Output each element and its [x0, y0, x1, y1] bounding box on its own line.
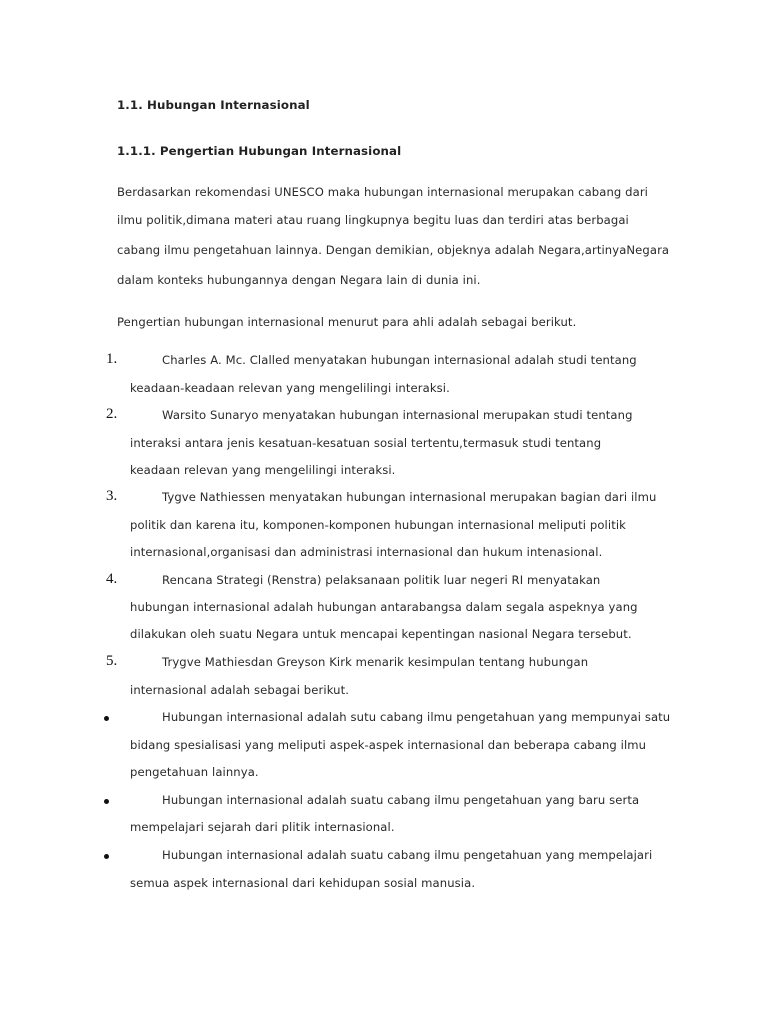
list-number: 4.: [106, 571, 118, 587]
list-item-line: keadaan-keadaan relevan yang mengelilingi interaksi.: [130, 381, 450, 395]
bullet-item-line: mempelajari sejarah dari plitik internasional.: [130, 820, 395, 834]
list-item-line: hubungan internasional adalah hubungan antarabangsa dalam segala aspeknya yang: [130, 600, 638, 614]
intro-line: cabang ilmu pengetahuan lainnya. Dengan demikian, objeknya adalah Negara,artinyaNegara: [117, 243, 670, 257]
bullet-icon: [104, 854, 109, 859]
bullet-item-line: semua aspek internasional dari kehidupan sosial manusia.: [130, 876, 476, 890]
list-item-line: Trygve Mathiesdan Greyson Kirk menarik kesimpulan tentang hubungan: [162, 655, 589, 669]
list-item-line: Warsito Sunaryo menyatakan hubungan internasional merupakan studi tentang: [162, 408, 633, 422]
list-item-line: Tygve Nathiessen menyatakan hubungan internasional merupakan bagian dari ilmu: [162, 490, 657, 504]
list-item-line: internasional,organisasi dan administrasi internasional dan hukum intenasional.: [130, 545, 603, 559]
list-item-line: Charles A. Mc. Clalled menyatakan hubungan internasional adalah studi tentang: [162, 353, 637, 367]
bullet-item-line: Hubungan internasional adalah suatu cabang ilmu pengetahuan yang baru serta: [162, 793, 640, 807]
bullet-item-line: Hubungan internasional adalah sutu cabang ilmu pengetahuan yang mempunyai satu: [162, 710, 671, 724]
intro-line: ilmu politik,dimana materi atau ruang lingkupnya begitu luas dan terdiri atas berbagai: [117, 213, 629, 227]
bullet-icon: [104, 799, 109, 804]
intro-line: Berdasarkan rekomendasi UNESCO maka hubungan internasional merupakan cabang dari: [117, 185, 649, 199]
list-number: 3.: [106, 488, 118, 504]
lead-sentence: Pengertian hubungan internasional menurut para ahli adalah sebagai berikut.: [117, 315, 577, 329]
heading-section: 1.1. Hubungan Internasional: [117, 98, 310, 112]
heading-subsection: 1.1.1. Pengertian Hubungan Internasional: [117, 144, 402, 158]
list-item-line: Rencana Strategi (Renstra) pelaksanaan politik luar negeri RI menyatakan: [162, 573, 601, 587]
list-item-line: dilakukan oleh suatu Negara untuk mencapai kepentingan nasional Negara tersebut.: [130, 627, 632, 641]
bullet-item-line: pengetahuan lainnya.: [130, 765, 259, 779]
list-item-line: keadaan relevan yang mengelilingi interaksi.: [130, 463, 396, 477]
list-number: 2.: [106, 406, 118, 422]
bullet-item-line: Hubungan internasional adalah suatu cabang ilmu pengetahuan yang mempelajari: [162, 848, 653, 862]
list-number: 1.: [106, 351, 118, 367]
bullet-icon: [104, 716, 109, 721]
list-item-line: politik dan karena itu, komponen-komponen hubungan internasional meliputi politik: [130, 518, 626, 532]
bullet-item-line: bidang spesialisasi yang meliputi aspek-aspek internasional dan beberapa cabang ilmu: [130, 738, 647, 752]
list-item-line: interaksi antara jenis kesatuan-kesatuan sosial tertentu,termasuk studi tentang: [130, 436, 602, 450]
intro-line: dalam konteks hubungannya dengan Negara lain di dunia ini.: [117, 273, 481, 287]
list-item-line: internasional adalah sebagai berikut.: [130, 683, 350, 697]
list-number: 5.: [106, 653, 118, 669]
